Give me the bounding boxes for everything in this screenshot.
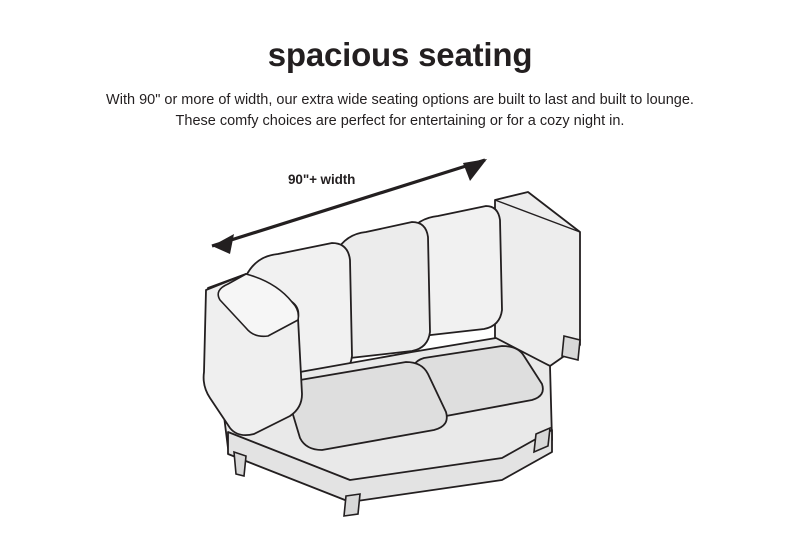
subcopy-line-1: With 90" or more of width, our extra wide seating options are built to last and built to lounge.: [106, 92, 694, 108]
width-dimension-label: 90"+ width: [288, 172, 356, 187]
sofa-left-arm: [204, 274, 302, 435]
sofa-line-drawing: [150, 140, 670, 520]
page-title: spacious seating: [267, 36, 533, 73]
page-subcopy: [0, 90, 800, 132]
subcopy-line-2: These comfy choices are perfect for entertaining or for a cozy night in.: [175, 113, 625, 129]
sofa-illustration: [150, 140, 670, 520]
